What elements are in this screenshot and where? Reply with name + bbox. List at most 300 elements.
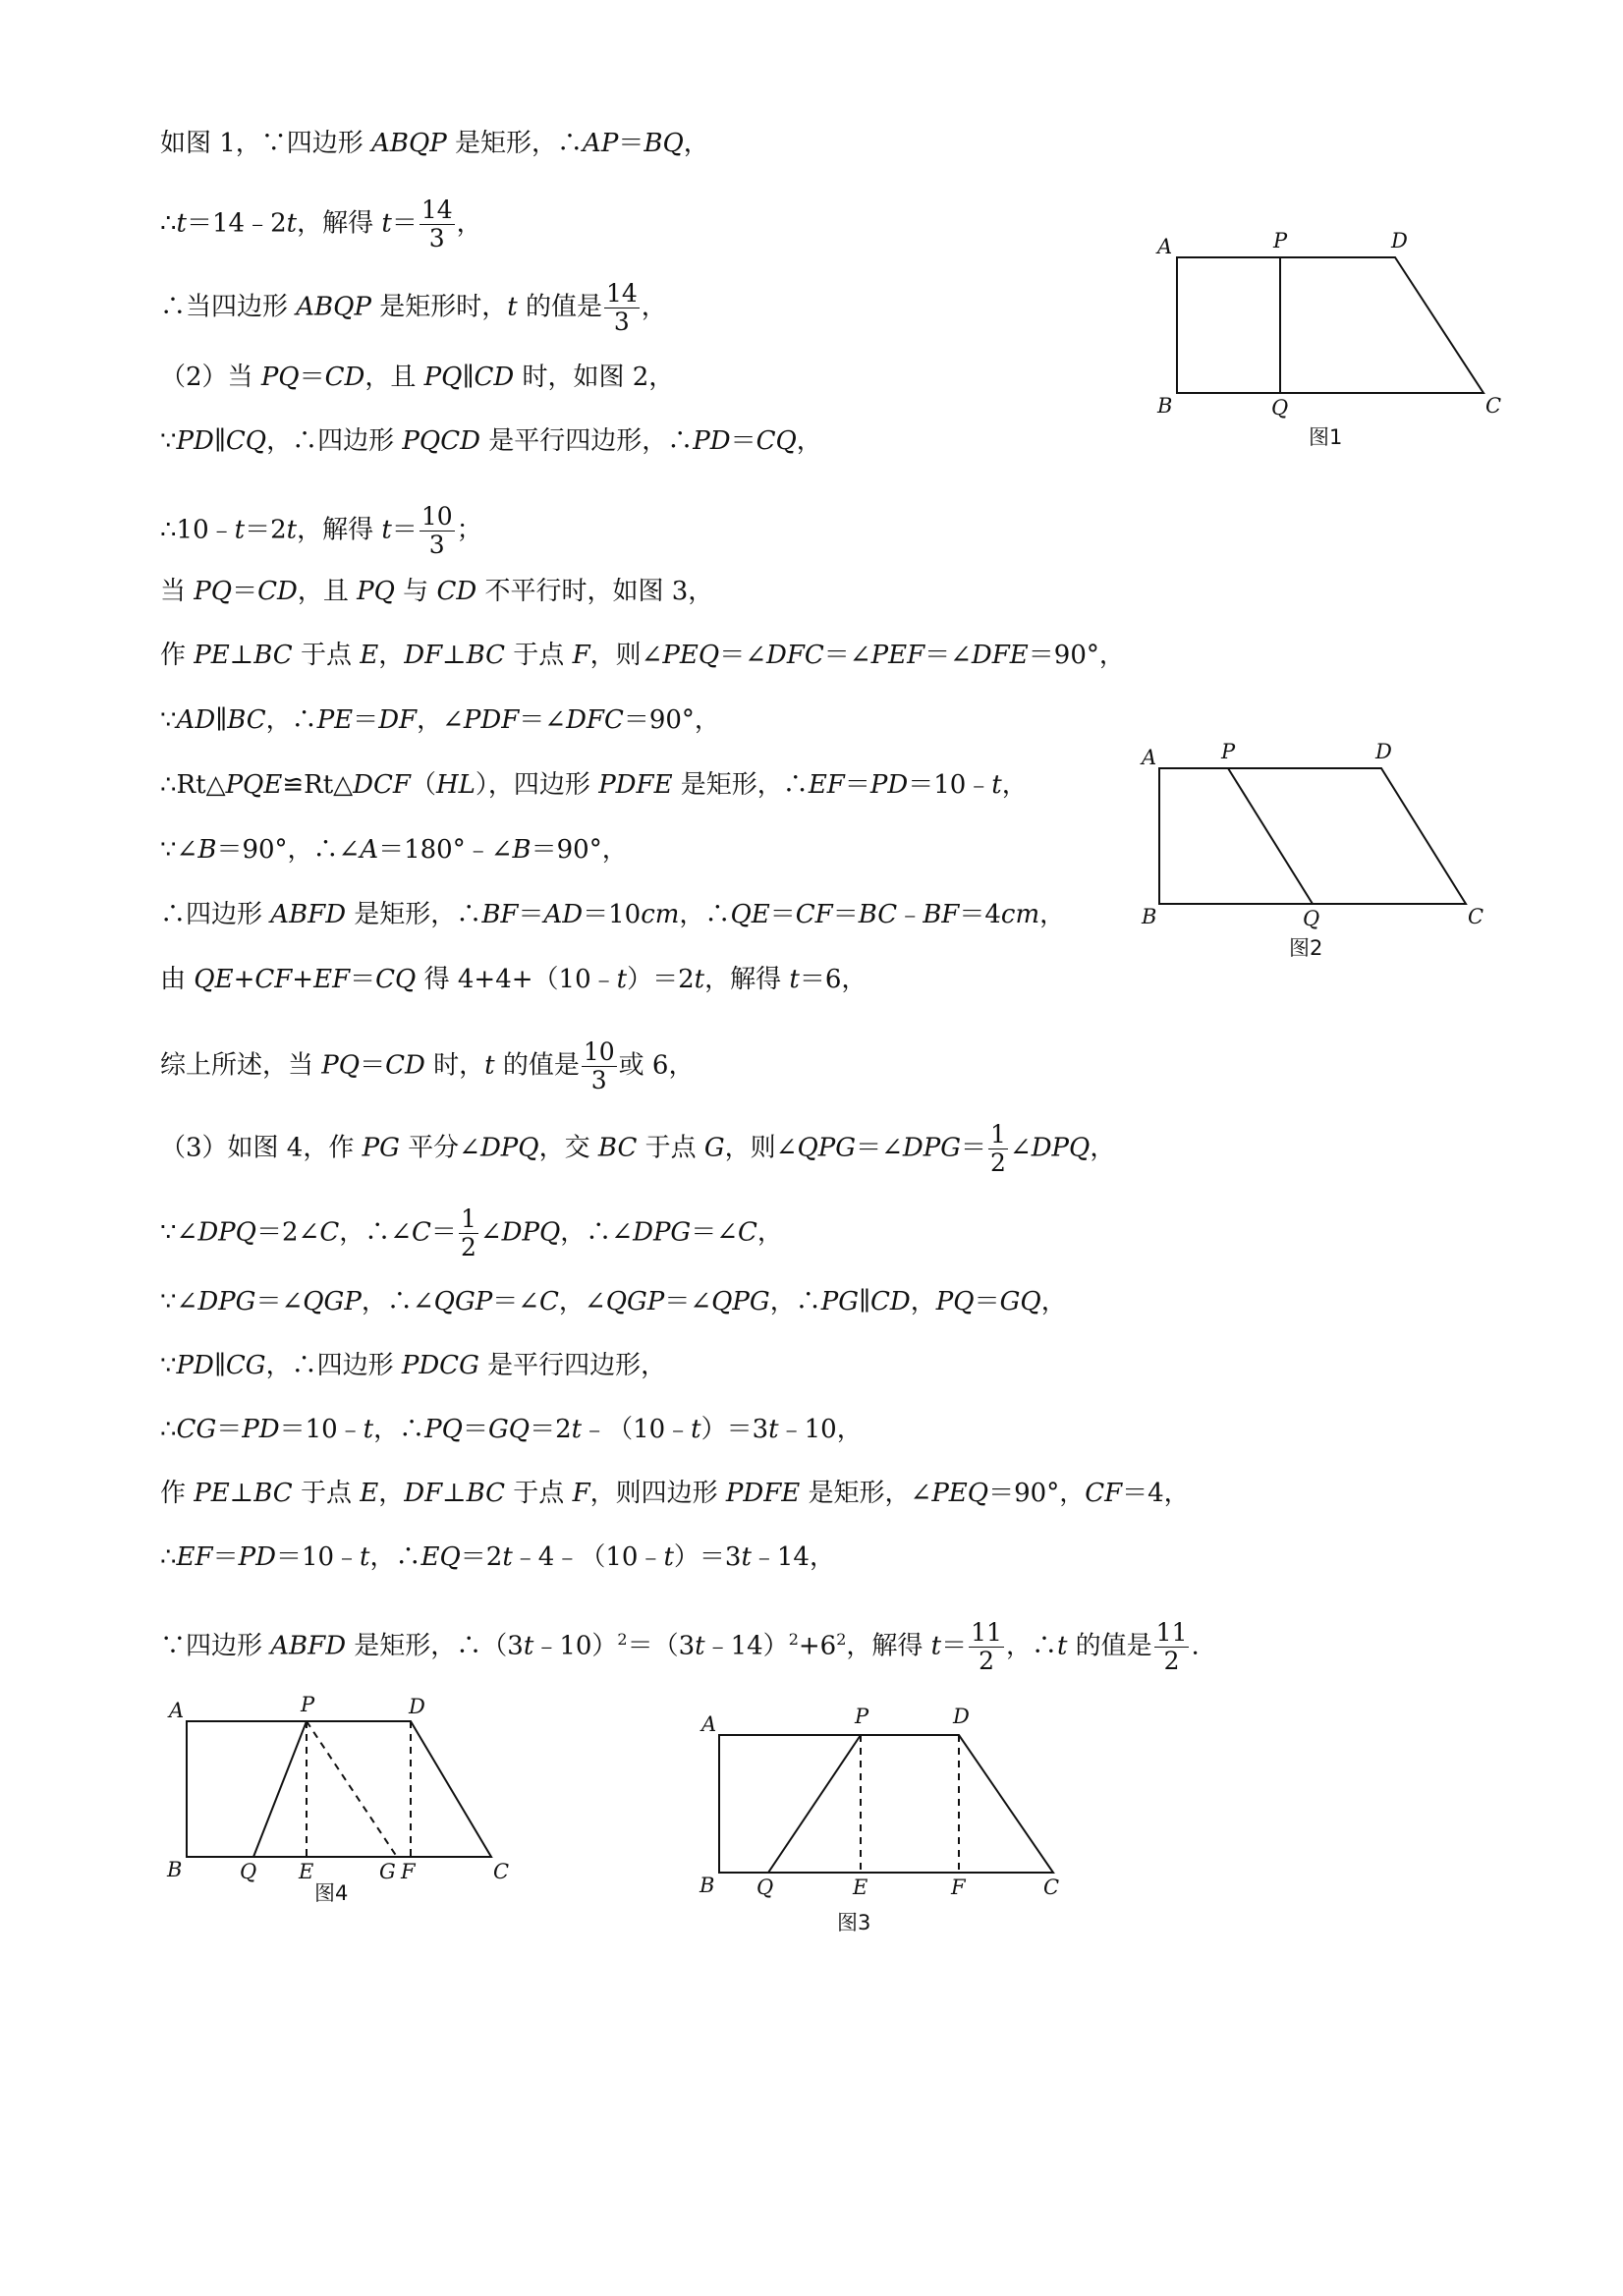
math-variable: DFC: [566, 705, 624, 735]
math-variable: t: [930, 1631, 942, 1661]
math-variable: CF: [254, 965, 293, 994]
math-variable: DF: [404, 641, 443, 670]
math-variable: PEQ: [931, 1479, 989, 1508]
fraction-denominator: 3: [613, 308, 630, 336]
text-run: ；: [456, 515, 482, 545]
text-run: ，: [378, 1479, 405, 1508]
text-run: ∠: [1009, 1133, 1032, 1163]
text-run: ＝90°，: [623, 705, 720, 735]
text-run: ＝∠: [719, 641, 767, 670]
math-variable: QGP: [605, 1287, 665, 1316]
math-variable: t: [502, 1542, 513, 1572]
fraction-numerator: 1: [989, 1120, 1006, 1148]
text-run: ＝: [216, 1415, 243, 1444]
text-run: ∥: [215, 705, 228, 735]
solution-line: [160, 963, 867, 996]
text-run: 或 6，: [618, 1050, 695, 1081]
fig3-label-e: E: [853, 1876, 868, 1899]
text-run: ∴Rt△: [160, 770, 226, 800]
text-run: 于点: [505, 641, 573, 670]
text-run: ﹣10）: [533, 1631, 618, 1661]
math-variable: PD: [238, 1542, 276, 1572]
fig2-segment-pq: [1228, 768, 1313, 904]
text-run: ∴四边形: [160, 900, 271, 929]
math-variable: HL: [435, 770, 476, 800]
text-run: ＝: [212, 1542, 239, 1572]
text-run: ，∴: [1005, 1631, 1057, 1661]
math-variable: CG: [225, 1351, 266, 1380]
text-run: ＝2: [245, 515, 287, 545]
text-run: ，: [641, 292, 667, 322]
solution-line: [160, 424, 822, 458]
math-variable: DPQ: [479, 1133, 539, 1163]
text-run: ，∠: [417, 705, 464, 735]
math-variable: CD: [870, 1287, 911, 1316]
math-variable: PQ: [423, 363, 463, 392]
math-variable: t: [381, 208, 392, 239]
text-run: +: [292, 965, 314, 994]
math-variable: PD: [242, 1415, 280, 1444]
math-variable: PQ: [194, 577, 233, 606]
text-run: ＝2∠: [255, 1217, 320, 1248]
fig4-label-p: P: [301, 1693, 315, 1716]
solution-line: [160, 898, 1065, 931]
text-run: ＝: [462, 1415, 488, 1444]
text-run: 是矩形，∴: [672, 770, 809, 800]
math-variable: F: [572, 641, 590, 670]
fig3-segment-pq: [768, 1735, 861, 1873]
fig4-segment-pg: [307, 1721, 397, 1857]
text-run: ，解得: [297, 515, 382, 545]
fig3-shape-adcb: [719, 1735, 1053, 1873]
math-variable: QPG: [711, 1287, 770, 1316]
text-run: ＝2: [530, 1415, 572, 1444]
text-run: ，∠: [558, 1287, 606, 1316]
text-run: ，∴四边形: [266, 426, 403, 456]
text-run: ，: [910, 1287, 936, 1316]
text-run: ≌Rt△: [282, 770, 354, 800]
text-run: ＝2: [460, 1542, 503, 1572]
text-run: ，: [756, 1217, 783, 1248]
text-run: 如图 1，∵四边形: [160, 129, 372, 158]
text-run: ∥: [213, 426, 226, 456]
math-variable: t: [691, 1415, 701, 1444]
fig2-label-c: C: [1468, 905, 1484, 928]
math-variable: C: [412, 1217, 431, 1248]
text-run: ＝: [350, 965, 376, 994]
solution-line: [160, 503, 482, 559]
math-variable: PG: [820, 1287, 859, 1316]
solution-line: [160, 575, 713, 608]
text-run: ∵∠: [160, 1287, 198, 1316]
text-run: ∠: [479, 1217, 502, 1248]
text-run: ，∴: [265, 705, 317, 735]
text-run: ＝: [618, 129, 644, 158]
math-variable: PDFE: [598, 770, 673, 800]
text-run: 时，如图 2，: [514, 363, 675, 392]
text-run: 作: [160, 1479, 195, 1508]
math-variable: PQE: [225, 770, 283, 800]
math-variable: ABFD: [270, 900, 347, 929]
superscript: 2: [617, 1629, 628, 1649]
text-run: ⊥: [229, 1479, 254, 1508]
text-run: ﹣14）: [704, 1631, 789, 1661]
text-run: ＝: [518, 900, 544, 929]
math-variable: CD: [257, 577, 298, 606]
text-run: ＝: [974, 1287, 1000, 1316]
text-run: ∴: [160, 208, 177, 239]
text-run: ，交: [538, 1133, 598, 1163]
text-run: ），四边形: [475, 770, 599, 800]
math-variable: cm: [1000, 900, 1040, 929]
math-variable: PE: [194, 641, 230, 670]
math-variable: DF: [378, 705, 418, 735]
text-run: 的值是: [1067, 1631, 1152, 1661]
fig1-label-b: B: [1157, 394, 1173, 418]
figure-3: [688, 1690, 1081, 1945]
math-variable: DF: [404, 1479, 443, 1508]
text-run: ∵∠: [160, 1217, 198, 1248]
text-run: ，∴: [373, 1415, 425, 1444]
text-run: ⊥: [442, 1479, 467, 1508]
text-run: ＝∠: [924, 641, 972, 670]
math-variable: BC: [858, 900, 898, 929]
text-run: ＝: [360, 1050, 386, 1081]
text-run: ＝: [353, 705, 379, 735]
math-variable: DPQ: [501, 1217, 561, 1248]
text-run: ，解得: [846, 1631, 931, 1661]
math-variable: t: [363, 1415, 374, 1444]
text-run: ，∴∠: [560, 1217, 634, 1248]
superscript: 2: [788, 1629, 799, 1649]
text-run: 由: [160, 965, 195, 994]
fig4-caption: 图4: [314, 1881, 349, 1905]
math-variable: t: [616, 965, 628, 994]
text-run: ＝: [769, 900, 796, 929]
math-variable: PQ: [260, 363, 300, 392]
fig3-label-a: A: [701, 1712, 717, 1736]
math-variable: BC: [253, 641, 293, 670]
text-run: ＝: [832, 900, 859, 929]
solution-line: [160, 768, 1028, 802]
solution-line: [160, 703, 720, 737]
text-run: （3）如图 4，作: [160, 1133, 363, 1163]
text-run: ＝90°，: [1028, 641, 1125, 670]
text-run: ，∴: [369, 1542, 421, 1572]
text-run: ，则∠: [724, 1133, 798, 1163]
text-run: .: [1191, 1631, 1200, 1661]
text-run: ＝4: [959, 900, 1001, 929]
text-run: 作: [160, 641, 195, 670]
fig1-label-a: A: [1157, 235, 1173, 258]
math-variable: PG: [362, 1133, 400, 1163]
text-run: ＝: [844, 770, 870, 800]
fraction-numerator: 11: [971, 1618, 1002, 1647]
math-variable: C: [539, 1287, 559, 1316]
math-variable: t: [286, 208, 298, 239]
text-run: ＝90°，: [988, 1479, 1086, 1508]
math-variable: BF: [481, 900, 519, 929]
solution-line: [160, 1413, 863, 1446]
math-variable: DPQ: [1031, 1133, 1091, 1163]
fig2-caption: 图2: [1289, 936, 1323, 960]
math-variable: PDF: [463, 705, 520, 735]
math-variable: t: [484, 1050, 495, 1081]
fraction: [969, 1619, 1004, 1675]
text-run: 的值是: [517, 292, 602, 322]
text-run: ＝: [391, 515, 418, 545]
math-variable: BC: [597, 1133, 638, 1163]
text-run: ＝: [941, 1631, 968, 1661]
text-run: ＝∠: [691, 1217, 738, 1248]
solution-line: [160, 1477, 1190, 1510]
solution-line: [160, 361, 674, 394]
text-run: ∵: [160, 1351, 177, 1380]
math-variable: t: [991, 770, 1002, 800]
text-run: 于点: [637, 1133, 704, 1163]
math-variable: PD: [693, 426, 731, 456]
solution-line: [160, 1121, 1115, 1177]
fig1-label-p: P: [1273, 229, 1288, 252]
math-variable: PE: [194, 1479, 230, 1508]
math-variable: ABQP: [296, 292, 371, 322]
text-run: ＝: [730, 426, 756, 456]
math-variable: PD: [176, 1351, 214, 1380]
math-variable: CQ: [756, 426, 797, 456]
math-variable: AD: [543, 900, 584, 929]
text-run: ﹣10，: [778, 1415, 863, 1444]
math-variable: cm: [641, 900, 680, 929]
solution-line: [160, 1285, 1067, 1318]
fig4-label-q: Q: [240, 1860, 257, 1883]
fraction-numerator: 14: [605, 279, 638, 308]
fraction-numerator: 10: [583, 1037, 615, 1066]
fraction-numerator: 10: [420, 502, 453, 531]
text-run: 当: [160, 577, 195, 606]
text-run: 时，: [424, 1050, 485, 1081]
text-run: （2）当: [160, 363, 261, 392]
text-run: ）＝3: [700, 1415, 769, 1444]
math-variable: EF: [176, 1542, 213, 1572]
text-run: ＝10: [583, 900, 642, 929]
text-run: ，: [456, 208, 482, 239]
text-run: ＝180°﹣∠: [378, 835, 513, 865]
fraction-numerator: 1: [460, 1204, 476, 1233]
text-run: ＝∠: [255, 1287, 304, 1316]
math-variable: QE: [194, 965, 234, 994]
fig2-label-a: A: [1142, 746, 1157, 769]
math-variable: t: [789, 965, 800, 994]
text-run: 是矩形，∠: [800, 1479, 932, 1508]
text-run: ＝∠: [823, 641, 871, 670]
math-variable: DCF: [353, 770, 411, 800]
text-run: 不平行时，如图 3，: [476, 577, 714, 606]
math-variable: t: [286, 515, 298, 545]
fig4-label-g: G: [379, 1860, 396, 1883]
fraction: [604, 280, 640, 336]
fraction: [988, 1121, 1008, 1177]
math-variable: BC: [466, 1479, 506, 1508]
fig3-label-c: C: [1043, 1876, 1060, 1899]
text-run: ，且: [364, 363, 424, 392]
text-run: 与: [394, 577, 437, 606]
math-variable: PQ: [935, 1287, 975, 1316]
math-variable: PDFE: [725, 1479, 801, 1508]
text-run: ，解得: [297, 208, 382, 239]
math-variable: PEF: [870, 641, 925, 670]
text-run: ＝4，: [1122, 1479, 1190, 1508]
math-variable: QGP: [303, 1287, 362, 1316]
math-variable: t: [381, 515, 392, 545]
math-variable: t: [694, 965, 705, 994]
text-run: ∵四边形: [160, 1631, 271, 1661]
text-run: ，则四边形: [589, 1479, 726, 1508]
math-variable: PD: [869, 770, 909, 800]
text-run: ＝10﹣: [275, 1542, 361, 1572]
fraction-numerator: 11: [1155, 1618, 1188, 1647]
text-run: ＝90°，∴∠: [216, 835, 361, 865]
solution-line: [160, 127, 709, 160]
math-variable: t: [523, 1631, 534, 1661]
math-variable: t: [360, 1542, 370, 1572]
math-variable: EQ: [420, 1542, 461, 1572]
text-run: 综上所述，当: [160, 1050, 322, 1081]
text-run: ＝: [430, 1217, 457, 1248]
math-variable: QPG: [797, 1133, 857, 1163]
text-run: ＝10﹣: [279, 1415, 364, 1444]
math-variable: AP: [583, 129, 619, 158]
fig2-label-q: Q: [1303, 907, 1320, 930]
math-variable: PEQ: [662, 641, 720, 670]
math-variable: E: [360, 641, 379, 670]
math-variable: DPG: [633, 1217, 692, 1248]
text-run: ＝: [232, 577, 258, 606]
fig2-label-p: P: [1221, 740, 1236, 763]
text-run: 得 4+4+（10﹣: [416, 965, 617, 994]
text-run: ）＝3: [673, 1542, 742, 1572]
text-run: ﹣（10﹣: [582, 1415, 692, 1444]
text-run: ∴: [160, 1415, 177, 1444]
math-variable: EF: [808, 770, 845, 800]
math-variable: PE: [316, 705, 354, 735]
fig4-label-a: A: [169, 1699, 185, 1722]
text-run: ∥: [462, 363, 475, 392]
text-run: 是矩形时，: [370, 292, 508, 322]
math-variable: CD: [385, 1050, 425, 1081]
fig2-label-d: D: [1375, 740, 1392, 763]
text-run: ，∴∠: [361, 1287, 434, 1316]
math-variable: PQ: [424, 1415, 463, 1444]
text-run: ）＝2: [627, 965, 695, 994]
text-run: ＝∠: [492, 1287, 540, 1316]
math-variable: CQ: [225, 426, 267, 456]
text-run: ⊥: [229, 641, 254, 670]
fig1-label-q: Q: [1271, 396, 1289, 420]
math-variable: G: [703, 1133, 725, 1163]
solution-line: [160, 1038, 694, 1094]
text-run: 于点: [505, 1479, 573, 1508]
math-variable: PD: [176, 426, 214, 456]
text-run: ＝6，: [799, 965, 867, 994]
math-variable: CD: [324, 363, 365, 392]
text-run: ﹣14，: [751, 1542, 835, 1572]
text-run: ∴: [160, 1542, 177, 1572]
text-run: 是矩形，∴: [446, 129, 584, 158]
math-variable: QE: [730, 900, 770, 929]
text-run: ∴当四边形: [160, 292, 297, 322]
math-variable: PQCD: [402, 426, 480, 456]
text-run: +6: [798, 1631, 837, 1661]
math-variable: CF: [795, 900, 833, 929]
text-run: ，: [1039, 900, 1066, 929]
text-run: ，∴∠: [339, 1217, 413, 1248]
fig4-label-c: C: [493, 1860, 510, 1883]
text-run: ∵: [160, 705, 177, 735]
solution-line: [160, 1205, 783, 1261]
text-run: +: [233, 965, 255, 994]
math-variable: CD: [436, 577, 477, 606]
superscript: 2: [836, 1629, 847, 1649]
fig3-label-f: F: [951, 1876, 966, 1899]
text-run: 是平行四边形，∴: [479, 426, 694, 456]
math-variable: PQ: [357, 577, 395, 606]
math-variable: BC: [227, 705, 266, 735]
fig2-shape-adcb: [1159, 768, 1466, 904]
math-variable: t: [571, 1415, 583, 1444]
math-variable: t: [741, 1542, 752, 1572]
math-variable: GQ: [487, 1415, 531, 1444]
solution-line: [160, 196, 482, 252]
text-run: ，∴: [769, 1287, 821, 1316]
fig3-caption: 图3: [837, 1911, 871, 1934]
fig3-label-d: D: [953, 1705, 970, 1728]
fraction-denominator: 3: [428, 224, 445, 252]
solution-line: [160, 639, 1125, 672]
fraction: [420, 503, 455, 559]
math-variable: BQ: [644, 129, 684, 158]
fig2-label-b: B: [1142, 905, 1157, 928]
fig1-shape-apdcb: [1177, 257, 1483, 393]
text-run: ⊥: [442, 641, 467, 670]
text-run: ，: [1090, 1133, 1116, 1163]
math-variable: QGP: [433, 1287, 493, 1316]
math-variable: DFE: [971, 641, 1029, 670]
fraction-numerator: 14: [420, 196, 453, 224]
fig4-label-f: F: [401, 1860, 416, 1883]
text-run: ，: [378, 641, 405, 670]
text-run: ，∴四边形: [265, 1351, 402, 1380]
text-run: ，解得: [704, 965, 790, 994]
solution-line: [160, 280, 667, 336]
text-run: ，∴: [679, 900, 731, 929]
math-variable: C: [319, 1217, 340, 1248]
fig1-label-c: C: [1485, 394, 1502, 418]
math-variable: CF: [1085, 1479, 1123, 1508]
math-variable: DPG: [197, 1287, 256, 1316]
math-variable: t: [234, 515, 246, 545]
text-run: ＝: [960, 1133, 986, 1163]
math-variable: C: [738, 1217, 757, 1248]
fraction: [459, 1205, 478, 1261]
fraction-denominator: 2: [1163, 1647, 1180, 1675]
text-run: ，且: [297, 577, 358, 606]
fig3-label-b: B: [700, 1874, 715, 1897]
text-run: ，: [1001, 770, 1028, 800]
text-run: 是矩形，∴（3: [346, 1631, 524, 1661]
solution-line: [160, 1349, 666, 1382]
text-run: ＝∠: [856, 1133, 903, 1163]
math-variable: DFC: [766, 641, 824, 670]
